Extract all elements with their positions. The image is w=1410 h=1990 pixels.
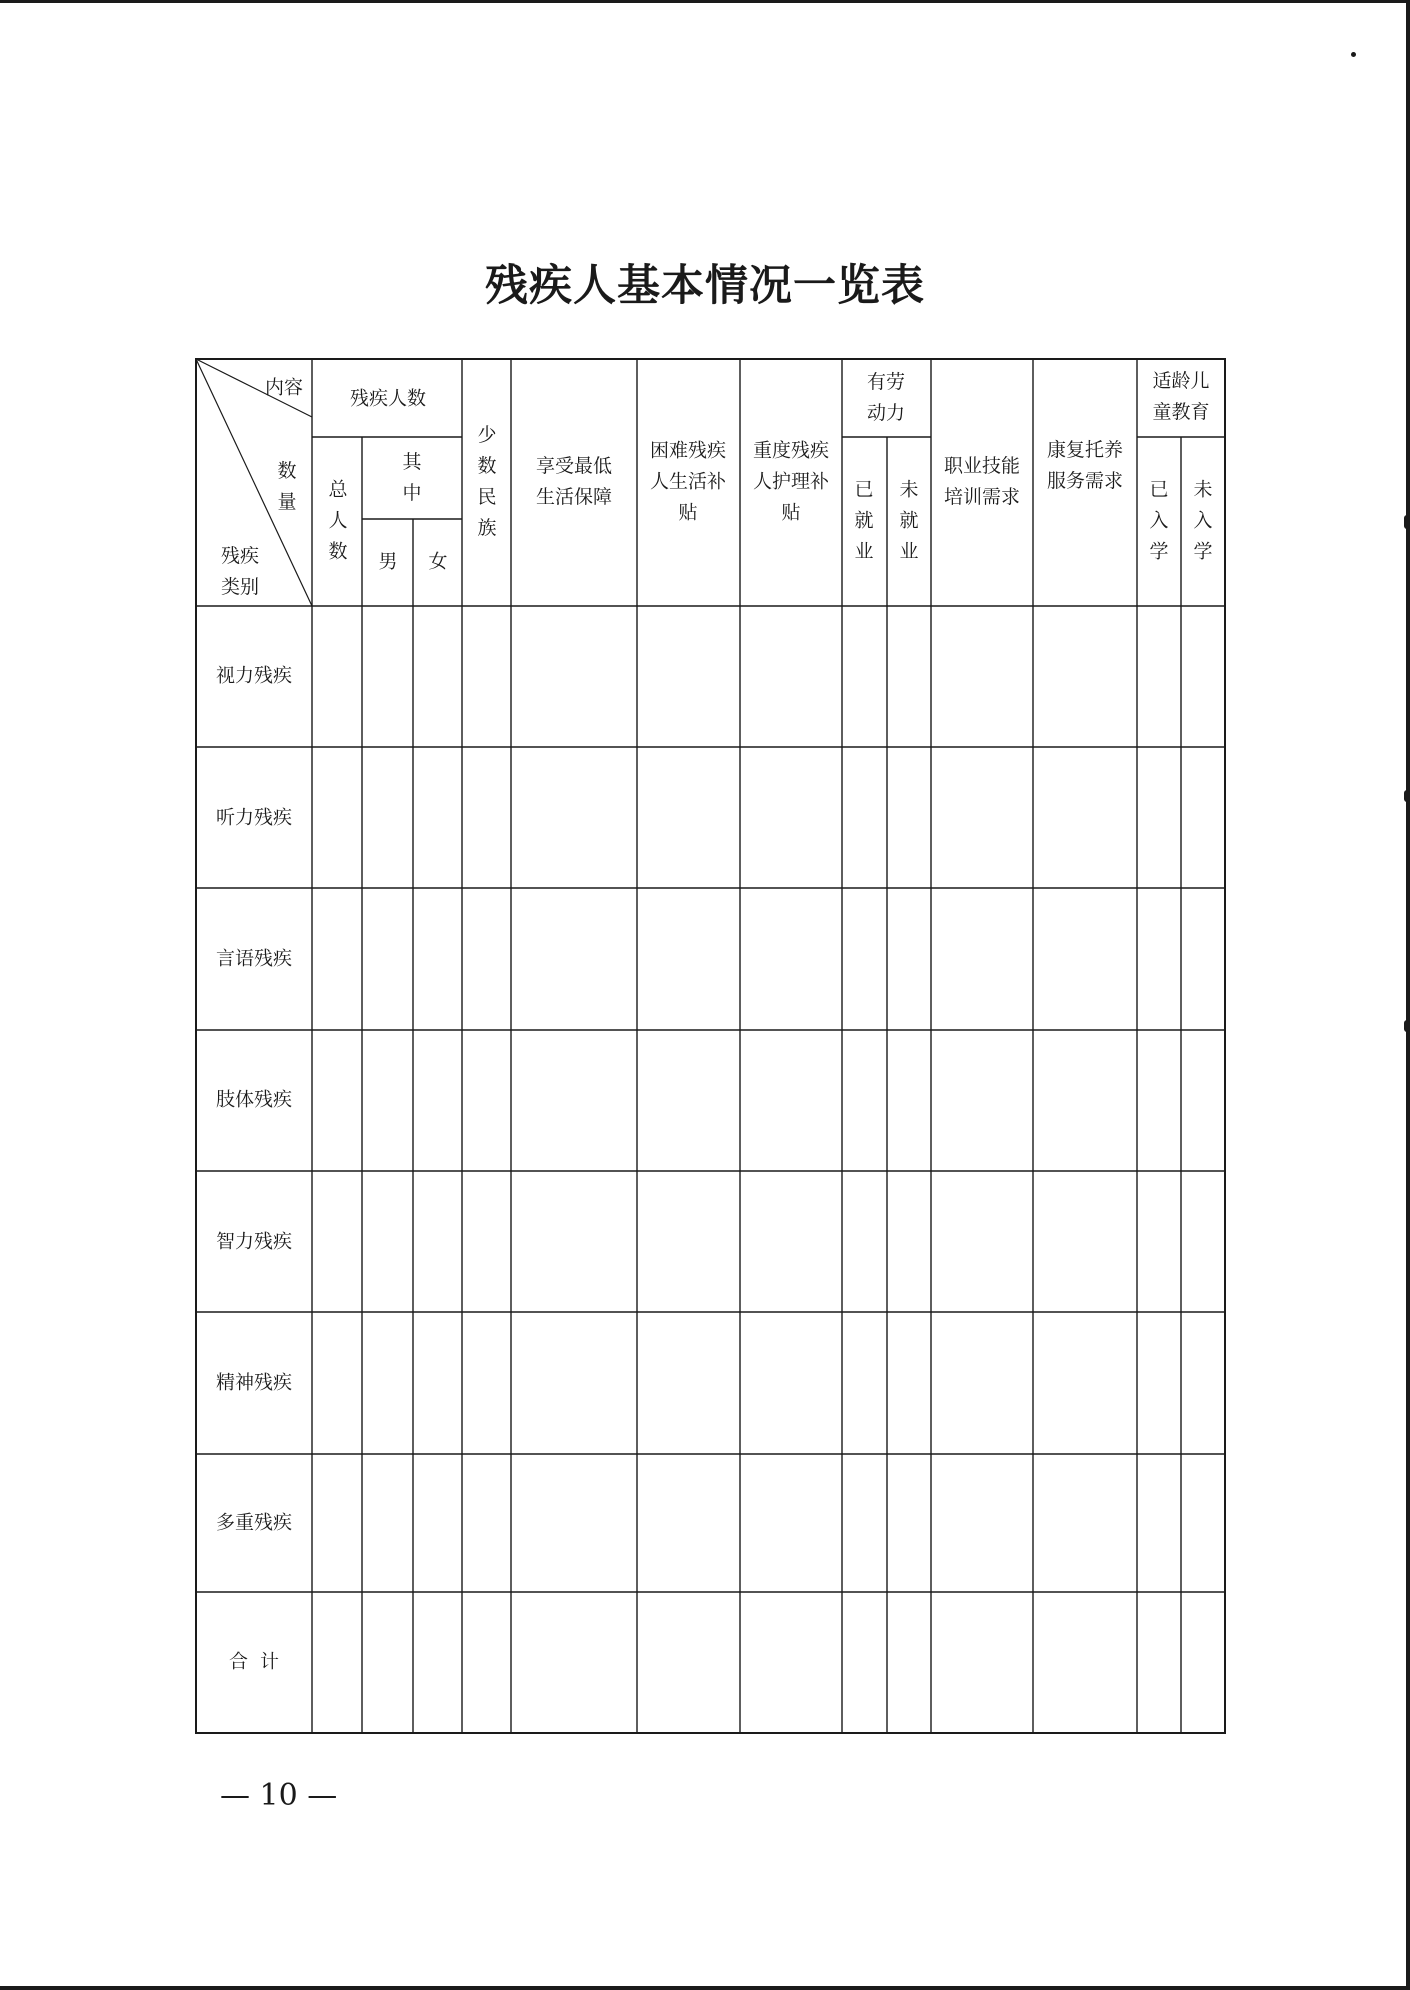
header-total: 总人数 [328, 478, 348, 563]
header-employed: 已就业 [854, 478, 874, 563]
page-number: — 10 — [220, 1778, 338, 1813]
header-male: 男 [378, 550, 398, 573]
header-corner-content: 内容 [264, 376, 304, 399]
header-disabled-count: 残疾人数 [349, 387, 427, 410]
header-among: 其中 [402, 451, 422, 504]
row-label-mental: 精神残疾 [215, 1371, 293, 1394]
row-label-multiple: 多重残疾 [215, 1511, 293, 1534]
header-enrolled: 已入学 [1149, 478, 1169, 563]
document-title: 残疾人基本情况一览表 [485, 261, 925, 311]
header-corner-category: 残疾类别 [220, 545, 259, 598]
header-min-living-security: 享受最低生活保障 [535, 455, 612, 508]
header-labor-capacity: 有劳动力 [866, 371, 905, 424]
header-vocational-training: 职业技能培训需求 [943, 455, 1020, 508]
row-label-total: 合 计 [228, 1650, 280, 1673]
header-difficulty-subsidy: 困难残疾人生活补贴 [649, 439, 726, 524]
header-rehab-care: 康复托养服务需求 [1046, 439, 1123, 492]
row-label-speech: 言语残疾 [215, 947, 293, 970]
header-not-enrolled: 未入学 [1193, 478, 1213, 563]
header-unemployed: 未就业 [899, 478, 919, 563]
header-female: 女 [428, 550, 448, 573]
row-label-visual: 视力残疾 [215, 664, 293, 687]
row-label-physical: 肢体残疾 [215, 1088, 293, 1111]
header-school-age-education: 适龄儿童教育 [1152, 370, 1210, 423]
row-label-hearing: 听力残疾 [215, 806, 293, 829]
row-label-intellectual: 智力残疾 [215, 1230, 293, 1253]
header-severe-care-subsidy: 重度残疾人护理补贴 [752, 439, 829, 524]
header-ethnic-minority: 少数民族 [477, 424, 497, 539]
header-corner-quantity: 数量 [277, 460, 297, 513]
